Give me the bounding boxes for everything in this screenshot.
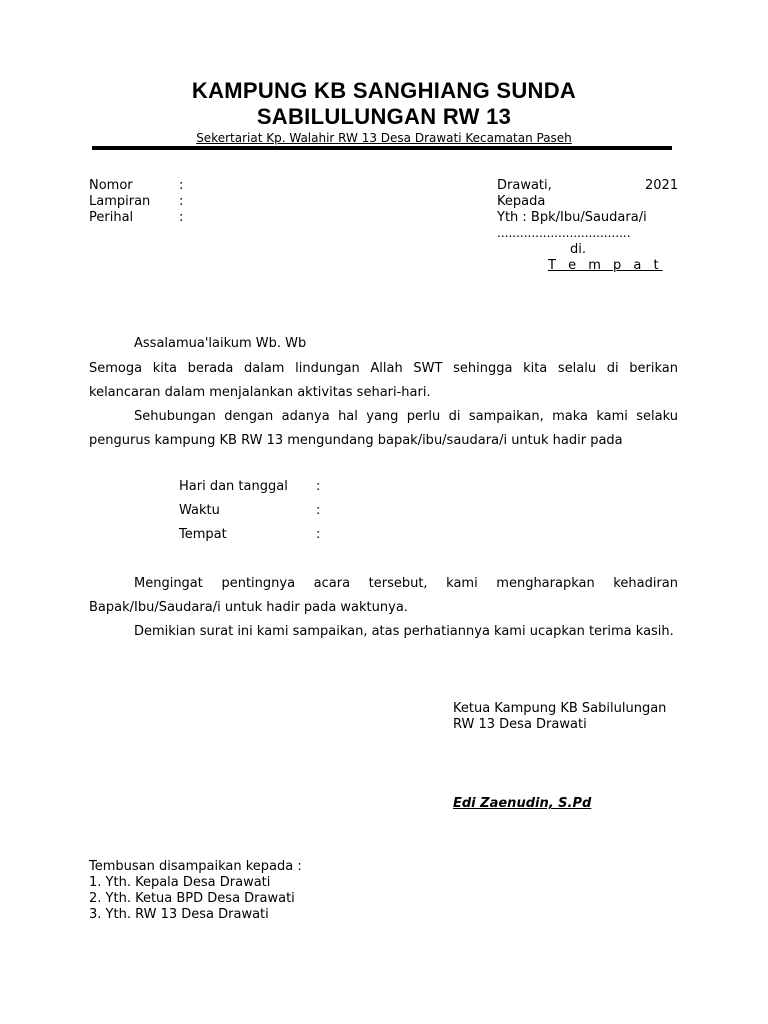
letterhead-title-line1: KAMPUNG KB SANGHIANG SUNDA xyxy=(191,78,577,103)
letterhead-title-line2: SABILULUNGAN RW 13 xyxy=(256,104,512,129)
paragraph-invitation: Sehubungan dengan adanya hal yang perlu di sampaikan, maka kami selaku pengurus kampung KB RW 13 mengundang bapak/ibu/saudara/i untuk hadir pada xyxy=(89,409,678,448)
detail-sep-place: : xyxy=(316,527,321,542)
letterhead-divider xyxy=(92,146,672,150)
letter-year: 2021 xyxy=(645,178,679,193)
meta-sep-nomor: : xyxy=(179,178,184,193)
cc-item: 1. Yth. Kepala Desa Drawati xyxy=(89,875,271,890)
meta-label-nomor: Nomor xyxy=(89,178,133,193)
recipient-yth: Yth : Bpk/Ibu/Saudara/i xyxy=(497,210,647,225)
meta-label-perihal: Perihal xyxy=(89,210,134,225)
recipient-name-blank: ................................... xyxy=(497,226,631,240)
cc-item: 3. Yth. RW 13 Desa Drawati xyxy=(89,907,269,922)
detail-sep-time: : xyxy=(316,503,321,518)
meta-sep-lampiran: : xyxy=(179,194,184,209)
detail-label-place: Tempat xyxy=(179,527,227,542)
paragraph-attendance: Mengingat pentingnya acara tersebut, kami mengharapkan kehadiran Bapak/Ibu/Saudara/i untuk hadir pada waktunya. xyxy=(89,576,678,615)
recipient-di: di. xyxy=(570,242,586,257)
recipient-tempat: T e m p a t xyxy=(548,258,663,273)
meta-label-lampiran: Lampiran xyxy=(89,194,151,209)
detail-sep-date: : xyxy=(316,479,321,494)
letterhead-address: Sekertariat Kp. Walahir RW 13 Desa Drawati Kecamatan Paseh xyxy=(196,131,572,145)
signature-name: Edi Zaenudin, S.Pd xyxy=(453,796,592,811)
meta-sep-perihal: : xyxy=(179,210,184,225)
signature-title-line1: Ketua Kampung KB Sabilulungan xyxy=(453,701,667,716)
cc-heading: Tembusan disampaikan kepada : xyxy=(89,859,302,874)
signature-title-line2: RW 13 Desa Drawati xyxy=(453,717,587,732)
letter-place: Drawati, xyxy=(497,178,552,193)
detail-label-time: Waktu xyxy=(179,503,220,518)
greeting: Assalamua'laikum Wb. Wb xyxy=(134,336,307,351)
paragraph-opening: Semoga kita berada dalam lindungan Allah SWT sehingga kita selalu di berikan kelancaran dalam menjalankan aktivitas sehari-hari. xyxy=(89,361,678,400)
detail-label-date: Hari dan tanggal xyxy=(179,479,288,494)
cc-item: 2. Yth. Ketua BPD Desa Drawati xyxy=(89,891,295,906)
recipient-to: Kepada xyxy=(497,194,546,209)
paragraph-closing: Demikian surat ini kami sampaikan, atas perhatiannya kami ucapkan terima kasih. xyxy=(134,624,674,639)
